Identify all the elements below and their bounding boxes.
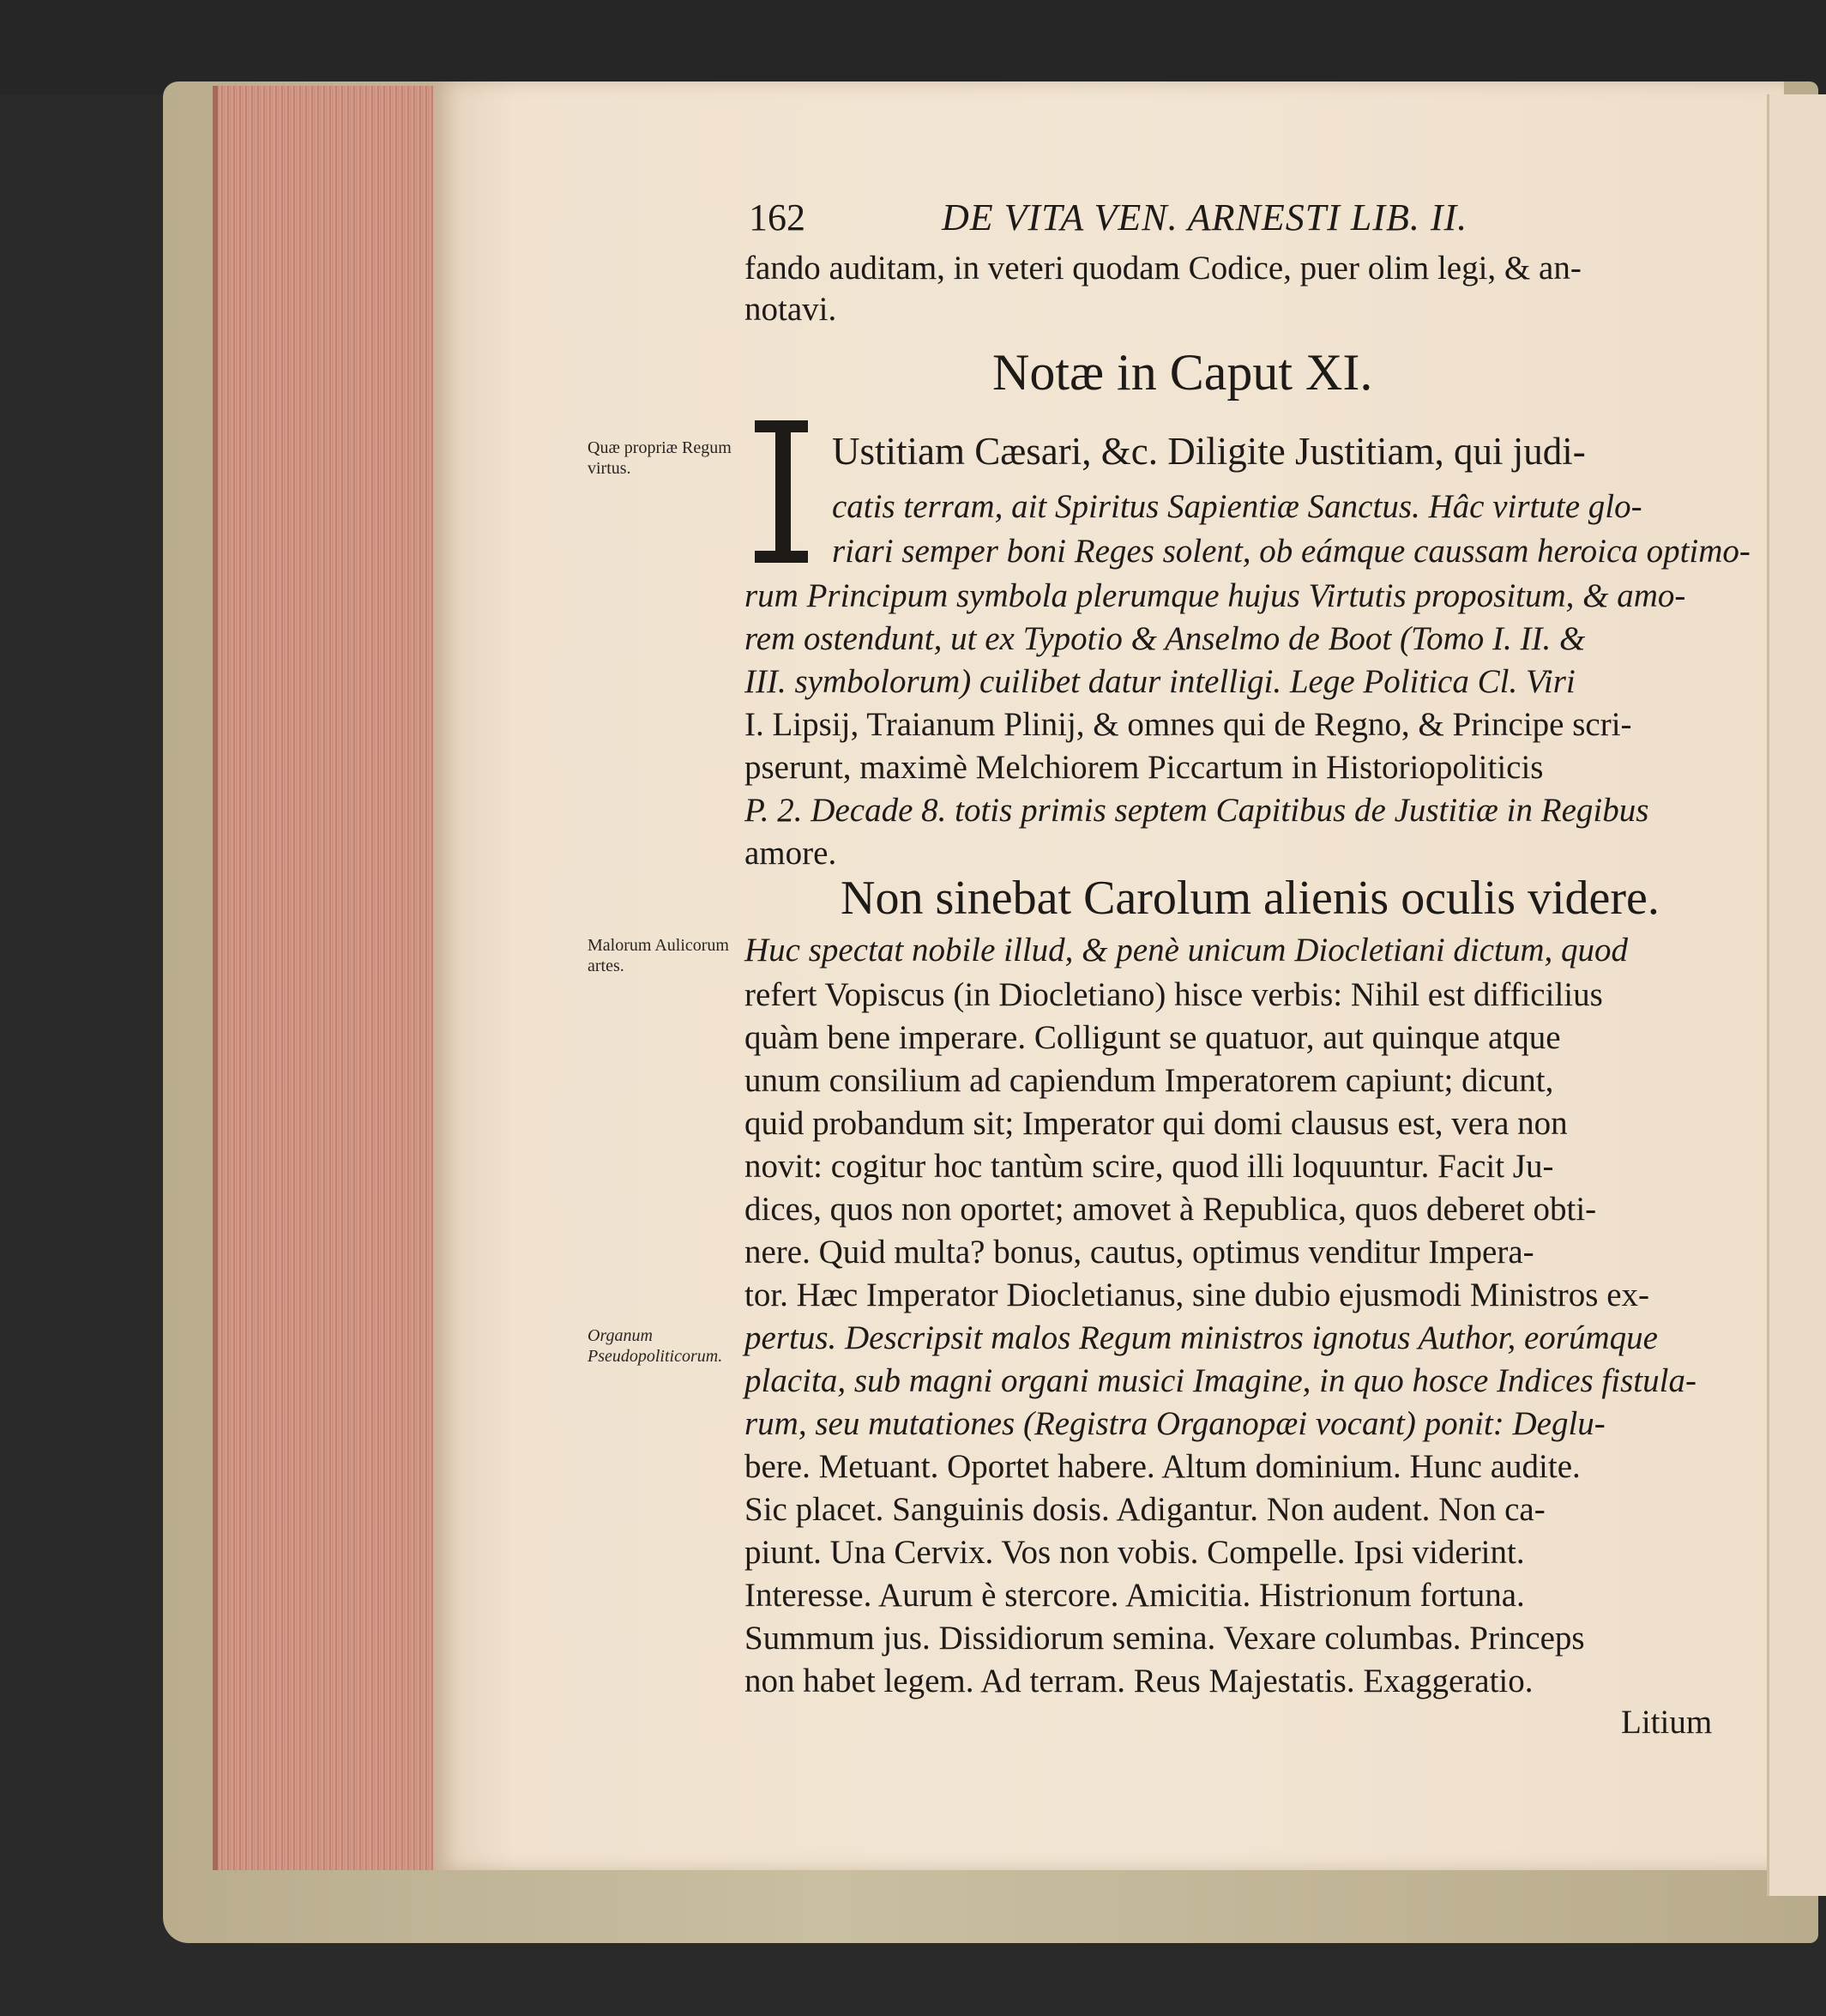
backdrop [0, 0, 1826, 94]
text-line: Huc spectat nobile illud, & penè unicum Diocletiani dictum, quod [744, 932, 1629, 969]
text-line: catis terram, ait Spiritus Sapientiæ Sanctus. Hâc virtute glo- [832, 488, 1642, 525]
text-line: rem ostendunt, ut ex Typotio & Anselmo de Boot (Tomo I. II. & [744, 620, 1586, 657]
text-line: Ustitiam Cæsari, &c. Diligite Justitiam, qui judi- [832, 430, 1586, 473]
margin-note: Quæ propriæ Regum virtus. [588, 438, 732, 478]
text-line: rum, seu mutationes (Registra Organopæi vocant) ponit: Deglu- [744, 1405, 1606, 1442]
text-line: rum Principum symbola plerumque hujus Virtutis propositum, & amo- [744, 577, 1686, 614]
section-heading: Notæ in Caput XI. [992, 344, 1373, 401]
text-line: Sic placet. Sanguinis dosis. Adigantur. Non audent. Non ca- [744, 1491, 1546, 1528]
text-line: pertus. Descripsit malos Regum ministros ignotus Author, eorúmque [744, 1319, 1658, 1356]
text-line: non habet legem. Ad terram. Reus Majestatis. Exaggeratio. [744, 1663, 1534, 1699]
text-line: amore. [744, 835, 837, 872]
text-line: Summum jus. Dissidiorum semina. Vexare columbas. Princeps [744, 1620, 1585, 1657]
subheading: Non sinebat Carolum alienis oculis videre. [841, 872, 1660, 925]
text-line: I. Lipsij, Traianum Plinij, & omnes qui de Regno, & Principe scri- [744, 706, 1632, 743]
text-line: P. 2. Decade 8. totis primis septem Capitibus de Justitiæ in Regibus [744, 792, 1649, 829]
text-line: Interesse. Aurum è stercore. Amicitia. Histrionum fortuna. [744, 1577, 1525, 1614]
margin-note: Organum Pseudopoliticorum. [588, 1326, 723, 1366]
drop-cap-letter [755, 420, 808, 566]
text-line: refert Vopiscus (in Diocletiano) hisce verbis: Nihil est difficilius [744, 976, 1603, 1013]
text-line: III. symbolorum) cuilibet datur intelligi. Lege Politica Cl. Viri [744, 663, 1576, 700]
text-line: notavi. [744, 291, 837, 328]
text-line: piunt. Una Cervix. Vos non vobis. Compelle. Ipsi viderint. [744, 1534, 1525, 1571]
text-line: quid probandum sit; Imperator qui domi clausus est, vera non [744, 1105, 1568, 1142]
text-line: pserunt, maximè Melchiorem Piccartum in Historiopoliticis [744, 749, 1544, 786]
margin-note: Malorum Aulicorum artes. [588, 936, 729, 975]
text-line: tor. Hæc Imperator Diocletianus, sine dubio ejusmodi Ministros ex- [744, 1277, 1649, 1313]
running-title: DE VITA VEN. ARNESTI LIB. II. [942, 196, 1468, 238]
text-line: quàm bene imperare. Colligunt se quatuor, aut quinque atque [744, 1019, 1561, 1056]
text-line: bere. Metuant. Oportet habere. Altum dominium. Hunc audite. [744, 1448, 1581, 1485]
text-line: unum consilium ad capiendum Imperatorem capiunt; dicunt, [744, 1062, 1554, 1099]
catchword: Litium [1621, 1704, 1713, 1741]
text-line: nere. Quid multa? bonus, cautus, optimus venditur Impera- [744, 1234, 1534, 1271]
text-line: novit: cogitur hoc tantùm scire, quod illi loquuntur. Facit Ju- [744, 1148, 1554, 1185]
text-line: placita, sub magni organi musici Imagine, in quo hosce Indices fistula- [744, 1362, 1696, 1399]
text-line: riari semper boni Reges solent, ob eámque caussam heroica optimo- [832, 533, 1751, 570]
right-page-edge [1767, 94, 1826, 1896]
page-edges [213, 86, 443, 1870]
text-line: dices, quos non oportet; amovet à Republica, quos deberet obti- [744, 1191, 1597, 1228]
page-number: 162 [749, 196, 805, 238]
text-line: fando auditam, in veteri quodam Codice, puer olim legi, & an- [744, 250, 1582, 287]
